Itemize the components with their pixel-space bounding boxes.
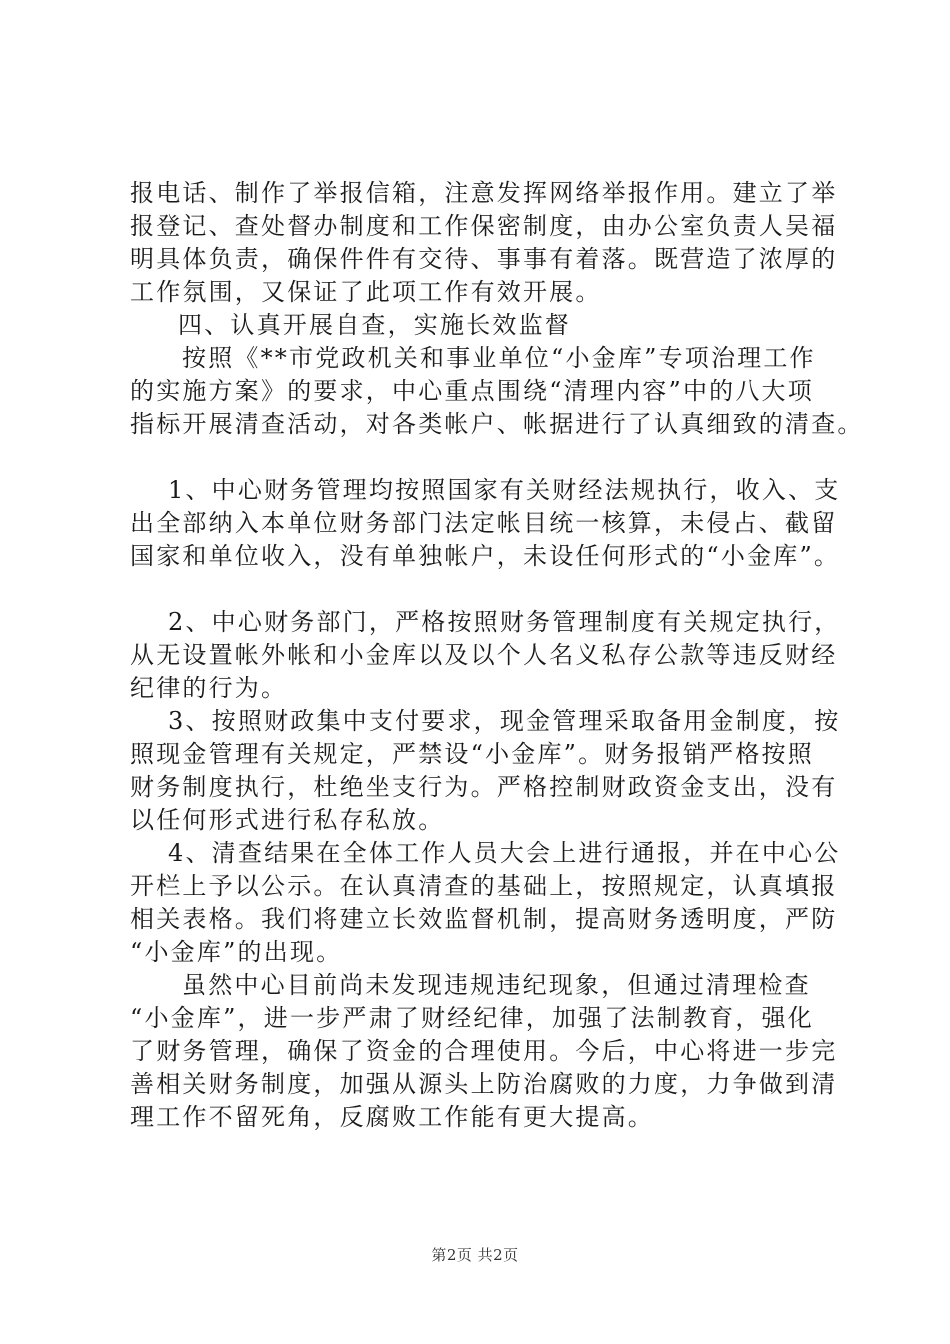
- text-line: 报电话、制作了举报信箱，注意发挥网络举报作用。建立了举: [130, 179, 838, 207]
- text-line: 理工作不留死角，反腐败工作能有更大提高。: [130, 1103, 654, 1131]
- text-line: 1、中心财务管理均按照国家有关财经法规执行，收入、支: [168, 476, 841, 504]
- text-line: 开栏上予以公示。在认真清查的基础上，按照规定，认真填报: [130, 872, 838, 900]
- text-line: 按照《**市党政机关和事业单位“小金库”专项治理工作: [182, 344, 816, 372]
- text-line: 国家和单位收入，没有单独帐户，未设任何形式的“小金库”。: [130, 542, 841, 570]
- text-line: 2、中心财务部门，严格按照财务管理制度有关规定执行，: [168, 608, 841, 636]
- text-line: 明具体负责，确保件件有交待、事事有着落。既营造了浓厚的: [130, 245, 838, 273]
- text-line: 指标开展清查活动，对各类帐户、帐据进行了认真细致的清查。: [130, 410, 864, 438]
- text-line: 了财务管理，确保了资金的合理使用。今后，中心将进一步完: [130, 1037, 838, 1065]
- page-number-footer: 第2页 共2页: [431, 1246, 519, 1264]
- text-line: 财务制度执行，杜绝坐支行为。严格控制财政资金支出，没有: [130, 773, 838, 801]
- text-line: 的实施方案》的要求，中心重点围绕“清理内容”中的八大项: [130, 377, 814, 405]
- text-line: 出全部纳入本单位财务部门法定帐目统一核算，未侵占、截留: [130, 509, 838, 537]
- text-line: “小金库”，进一步严肃了财经纪律，加强了法制教育，强化: [130, 1004, 814, 1032]
- text-line: 善相关财务制度，加强从源头上防治腐败的力度，力争做到清: [130, 1070, 838, 1098]
- text-line: 工作氛围，又保证了此项工作有效开展。: [130, 278, 602, 306]
- text-line: 纪律的行为。: [130, 674, 288, 702]
- paragraph-gap: [130, 441, 830, 474]
- text-line: 从无设置帐外帐和小金库以及以个人名义私存公款等违反财经: [130, 641, 838, 669]
- paragraph-gap: [130, 573, 830, 606]
- text-line: 报登记、查处督办制度和工作保密制度，由办公室负责人吴福: [130, 212, 838, 240]
- text-line: 虽然中心目前尚未发现违规违纪现象，但通过清理检查: [182, 971, 811, 999]
- text-line: 照现金管理有关规定，严禁设“小金库”。财务报销严格按照: [130, 740, 814, 768]
- text-line: 相关表格。我们将建立长效监督机制，提高财务透明度，严防: [130, 905, 838, 933]
- text-line: 4、清查结果在全体工作人员大会上进行通报，并在中心公: [168, 839, 841, 867]
- text-line: “小金库”的出现。: [130, 938, 343, 966]
- document-body: [130, 177, 864, 1134]
- text-line: 以任何形式进行私存私放。: [130, 806, 445, 834]
- section-heading: 四、认真开展自查，实施长效监督: [178, 311, 571, 339]
- text-line: 3、按照财政集中支付要求，现金管理采取备用金制度，按: [168, 707, 841, 735]
